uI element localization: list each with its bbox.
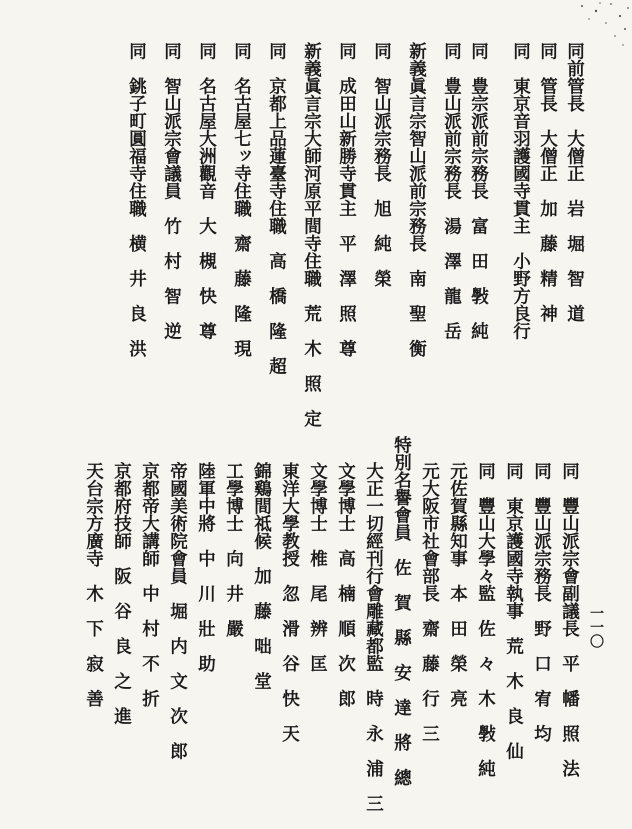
lower-entry-4: 同 豐山大學々監 佐 々 木 斅 純 xyxy=(475,462,496,777)
lower-entry-11: 東洋大學教授 忽 滑 谷 快 天 xyxy=(279,462,300,742)
upper-entry-8: 同 成田山新勝寺貫主 平 澤 照 尊 xyxy=(336,42,357,357)
upper-entry-13: 同 智山派宗會議員 竹 村 智 逆 xyxy=(161,42,182,340)
upper-entry-6: 新義眞言宗智山派前宗務長 南 聖 衡 xyxy=(406,42,427,357)
upper-entry-10: 同 京都上品蓮臺寺住職 高 橋 隆 超 xyxy=(266,42,287,375)
lower-entry-1: 同 豐山派宗會副議長 平 幡 照 法 xyxy=(559,462,580,777)
upper-entry-1: 同前管長 大僧正 岩 堀 智 道 xyxy=(564,42,585,322)
lower-entry-9: 文學博士 高 楠 順 次 郎 xyxy=(335,462,356,707)
upper-entry-3: 同 東京音羽護國寺貫主 小野方良行 xyxy=(510,42,531,340)
lower-entry-2: 同 豐山派宗務長 野 口 宥 均 xyxy=(531,462,552,742)
upper-entry-5: 同 豊山派前宗務長 湯 澤 龍 岳 xyxy=(441,42,462,340)
upper-entry-14: 同 銚子町圓福寺住職 横 井 良 洪 xyxy=(126,42,147,357)
upper-entry-2: 同 管長 大僧正 加 藤 精 神 xyxy=(537,42,558,322)
lower-entry-10: 文學博士 椎 尾 辨 匡 xyxy=(307,462,328,672)
lower-entry-16: 京都帝大講師 中 村 不 折 xyxy=(139,462,160,707)
upper-entry-11: 同 名古屋七ッ寺住職 齋 藤 隆 現 xyxy=(231,42,252,357)
lower-entry-14: 陸軍中將 中 川 壯 助 xyxy=(195,462,216,672)
upper-entry-9: 新義眞言宗大師河原平間寺住職 荒 木 照 定 xyxy=(301,42,322,427)
lower-entry-7: 特別名譽會員 佐 賀 縣 安 達 將 總 xyxy=(391,436,412,786)
lower-entry-3: 同 東京護國寺執事 荒 木 良 仙 xyxy=(503,462,524,760)
upper-entry-12: 同 名古屋大洲觀音 大 槻 快 尊 xyxy=(196,42,217,340)
upper-entry-7: 同 智山派宗務長 旭 純 榮 xyxy=(371,42,392,287)
lower-entry-13: 工學博士 向 井 嚴 xyxy=(223,462,244,637)
lower-entry-6: 元大阪市社會部長 齋 藤 行 三 xyxy=(419,462,440,742)
lower-entry-8: 大正一切經刊行會雕藏都監 時 永 浦 三 xyxy=(363,462,384,812)
lower-entry-18: 天台宗方廣寺 木 下 寂 善 xyxy=(83,462,104,707)
lower-entry-12: 錦鷄間祗候 加 藤 咄 堂 xyxy=(251,462,272,690)
lower-entry-17: 京都府技師 阪 谷 良 之 進 xyxy=(111,462,132,725)
lower-entry-5: 元佐賀縣知事 本 田 榮 亮 xyxy=(447,462,468,707)
lower-entry-15: 帝國美術院會員 堀 内 文 次 郎 xyxy=(167,462,188,760)
upper-entry-4: 同 豊宗派前宗務長 富 田 斅 純 xyxy=(468,42,489,340)
page-number: 一一〇 xyxy=(588,606,604,648)
